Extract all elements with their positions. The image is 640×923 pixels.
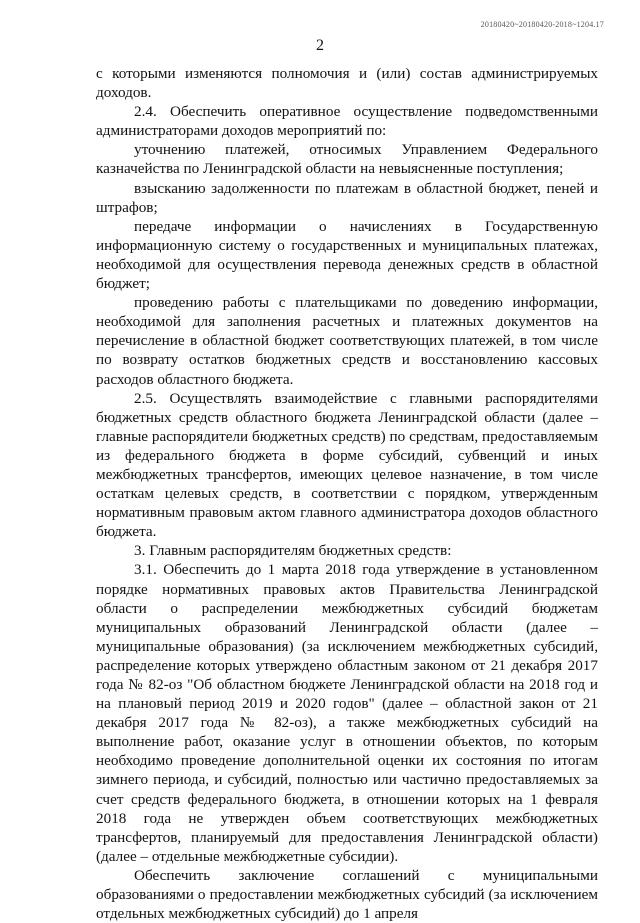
- paragraph-item-clarification: уточнению платежей, относимых Управлением Федерального казначейства по Ленинградской области на невыясненные поступления;: [96, 141, 598, 178]
- document-body: [96, 64, 598, 923]
- paragraph-agreements: Обеспечить заключение соглашений с муниципальными образованиями о предоставлении межбюджетных субсидий (за исключением отдельных межбюджетных субсидий) до 1 апреля: [96, 866, 598, 923]
- paragraph-item-information-transfer: передаче информации о начислениях в Государственную информационную систему о государственных и муниципальных платежах, необходимой для осуществления перевода денежных средств в областной бюджет;: [96, 217, 598, 293]
- paragraph-continuation: с которыми изменяются полномочия и (или) состав администрируемых доходов.: [96, 65, 598, 102]
- paragraph-item-payer-work: проведению работы с плательщиками по доведению информации, необходимой для заполнения расчетных и платежных документов на перечисление в областной бюджет соответствующих платежей, в том числе по возврату остатков бюджетных средств и восстановлению кассовых расходов областного бюджета.: [96, 294, 598, 388]
- paragraph-3-1: 3.1. Обеспечить до 1 марта 2018 года утверждение в установленном порядке нормативных правовых актов Правительства Ленинградской области о распределении межбюджетных субсидий бюджетам муниципальных образований Ленинградской области (далее – муниципальные образования) (за исключением межбюджетных субсидий, распределение которых утверждено областным законом от 21 декабря 2017 года № 82-оз "Об областном бюджете Ленинградской области на 2018 год и на плановый период 2019 и 2020 годов" (далее – областной закон от 21 декабря 2017 года № 82-оз), а также межбюджетных субсидий на выполнение работ, оказание услуг в отношении объектов, по которым необходимо проведение дополнительной оценки их состояния по итогам зимнего периода, и субсидий, полностью или частично предоставляемых за счет средств федерального бюджета, в отношении которых на 1 февраля 2018 года не утвержден объем соответствующих межбюджетных трансфертов, планируемый для предоставления Ленинградской области) (далее – отдельные межбюджетные субсидии).: [96, 561, 598, 865]
- paragraph-2-4: 2.4. Обеспечить оперативное осуществление подведомственными администраторами доходов мероприятий по:: [96, 103, 598, 140]
- page-number: 2: [316, 37, 324, 54]
- paragraph-3: 3. Главным распорядителям бюджетных средств:: [134, 542, 452, 560]
- paragraph-2-5: 2.5. Осуществлять взаимодействие с главными распорядителями бюджетных средств областного бюджета Ленинградской области (далее – главные распорядители бюджетных средств) по средствам, предоставляемым из федерального бюджета в форме субсидий, субвенций и иных межбюджетных трансфертов, имеющих целевое назначение, в том числе остаткам целевых средств, в соответствии с порядком, утвержденным нормативным правовым актом главного администратора доходов областного бюджета.: [96, 389, 598, 541]
- document-id: 20180420~20180420-2018~1204.17: [480, 20, 604, 29]
- paragraph-item-debt-collection: взысканию задолженности по платежам в областной бюджет, пеней и штрафов;: [96, 179, 598, 216]
